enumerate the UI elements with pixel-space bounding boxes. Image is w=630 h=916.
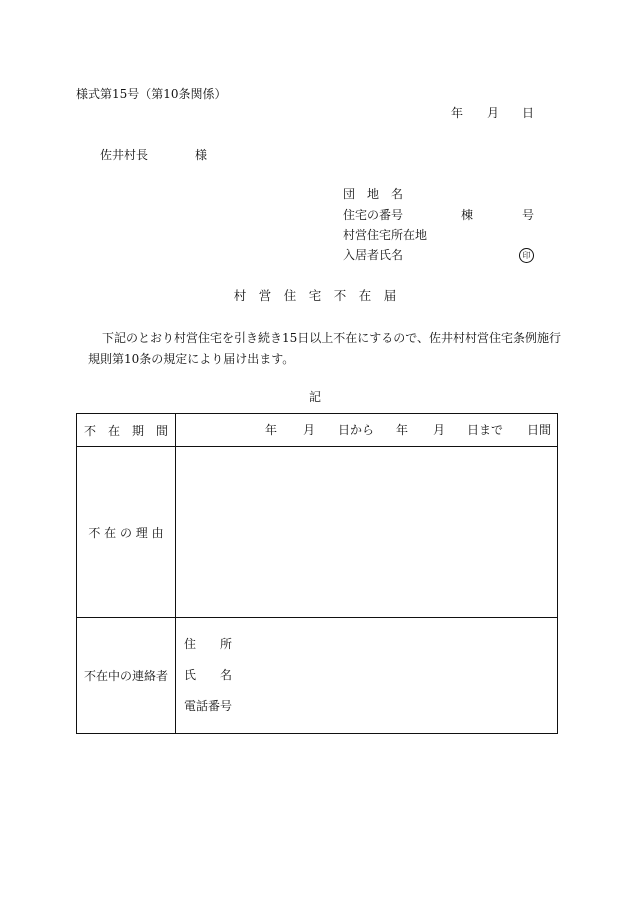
period-field[interactable] — [176, 414, 558, 447]
body-paragraph — [88, 328, 568, 370]
contact-row — [77, 618, 558, 734]
period-until: 日まで — [467, 423, 504, 437]
seal-mark: 印 — [519, 248, 534, 263]
reason-label: 不 在 の 理 由 — [77, 447, 176, 618]
period-row — [77, 414, 558, 447]
address-label: 村営住宅所在地 — [343, 228, 428, 242]
reason-row — [77, 447, 558, 618]
number-suffix: 号 — [522, 208, 535, 222]
period-label: 不 在 期 間 — [77, 414, 176, 447]
period-year2: 年 — [396, 423, 409, 437]
contact-name-label: 氏 名 — [184, 668, 233, 682]
document-title: 村 営 住 宅 不 在 届 — [233, 288, 397, 303]
body-text: 下記のとおり村営住宅を引き続き15日以上不在にするので、佐井村村営住宅条例施行規則第10条の規定により届け出ます。 — [88, 331, 562, 366]
form-number: 様式第15号（第10条関係） — [76, 87, 227, 101]
absence-form-table — [76, 413, 558, 734]
contact-label: 不在中の連絡者 — [77, 618, 176, 734]
period-days: 日間 — [527, 423, 552, 437]
danchi-label: 団 地 名 — [343, 187, 404, 201]
resident-label: 入居者氏名 — [343, 248, 404, 262]
ki-heading: 記 — [308, 390, 321, 404]
reason-field[interactable] — [176, 447, 558, 618]
addressee-name: 佐井村長 — [100, 148, 149, 162]
contact-phone-label: 電話番号 — [184, 699, 233, 713]
addressee-honorific: 様 — [195, 148, 208, 162]
period-from: 日から — [338, 423, 375, 437]
period-year1: 年 — [265, 423, 278, 437]
date-month: 月 — [487, 106, 500, 120]
house-number-label: 住宅の番号 — [343, 208, 404, 222]
building-suffix: 棟 — [461, 208, 474, 222]
contact-address-label: 住 所 — [184, 637, 233, 651]
date-day: 日 — [522, 106, 535, 120]
contact-field[interactable] — [176, 618, 558, 734]
period-month2: 月 — [433, 423, 446, 437]
period-month1: 月 — [303, 423, 316, 437]
date-year: 年 — [451, 106, 464, 120]
